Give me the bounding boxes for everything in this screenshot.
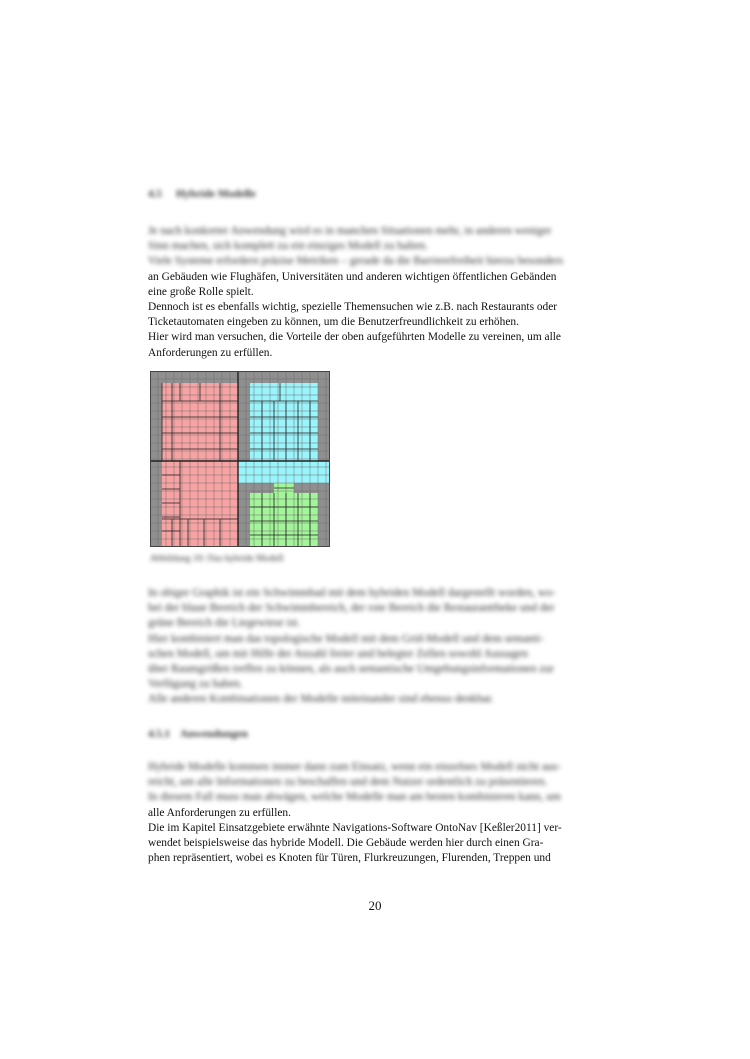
red-zone [162, 383, 238, 547]
text-line: wendet beispielsweise das hybride Modell. Die Gebäude werden hier durch einen Gra- [148, 837, 544, 850]
subsection-title: Anwendungen [180, 728, 248, 740]
text-line: Hier wird man versuchen, die Vorteile der oben aufgeführten Modelle zu vereinen, um alle [148, 331, 561, 344]
text-line: Alle anderen Kombinationen der Modelle miteinander sind ebenso denkbar. [148, 693, 494, 706]
text-line: über Raumgrößen treffen zu können, als auch semantische Umgebungsinformationen zur [148, 663, 554, 676]
text-line: phen repräsentiert, wobei es Knoten für Türen, Flurkreuzungen, Flurenden, Treppen und [148, 852, 551, 865]
text-line: Je nach konkreter Anwendung wird es in manchen Situationen mehr, in anderen weniger [148, 225, 552, 237]
text-line: Die im Kapitel Einsatzgebiete erwähnte Navigations-Software OntoNav [Keßler2011] ver- [148, 821, 562, 834]
text-line: schen Modell, um mit Hilfe der Anzahl freier und belegter Zellen sowohl Aussagen [148, 647, 528, 660]
after-figure-paragraph [148, 586, 600, 708]
applications-paragraph [148, 760, 600, 866]
text-line: Hybride Modelle kommen immer dann zum Einsatz, wenn ein einzelnes Modell nicht aus- [148, 761, 561, 773]
applications-blurred-text [148, 760, 600, 806]
text-line: Anforderungen zu erfüllen. [148, 346, 273, 359]
section-title: Hybride Modelle [176, 188, 256, 200]
text-line: reicht, um alle Informationen zu beschaffen und dem Nutzer ordentlich zu präsentieren. [148, 776, 548, 789]
intro-paragraph [148, 224, 600, 361]
text-line: In diesem Fall muss man abwägen, welche Modelle man am besten kombinieren kann, um [148, 791, 561, 804]
text-line: grüne Bereich die Liegewiese ist. [148, 617, 301, 630]
subsection-number: 4.5.1 [148, 728, 170, 740]
text-line: Hier kombiniert man das topologische Modell mit dem Grid-Modell und dem semanti- [148, 632, 544, 645]
text-line: Viele Systeme erfordern präzise Metriken – gerade da die Barrierefreiheit hierzu besonders [148, 255, 564, 268]
text-line: Sinn machen, sich komplett zu ein einziges Modell zu halten. [148, 240, 428, 253]
section-number: 4.5 [148, 188, 162, 200]
subsection-heading [148, 728, 248, 740]
figure-caption: Abbildung 10: Das hybride Modell [150, 554, 284, 564]
text-line: alle Anforderungen zu erfüllen. [148, 806, 291, 819]
text-line: an Gebäuden wie Flughäfen, Universitäten und anderen wichtigen öffentlichen Gebänden [148, 270, 557, 283]
intro-blurred-text [148, 224, 600, 270]
text-line: Verfügung zu haben. [148, 678, 243, 691]
cyan-zone-corridor [238, 461, 330, 483]
text-line: Ticketautomaten eingeben zu können, um die Benutzerfreundlichkeit zu erhöhen. [148, 316, 519, 329]
page-number: 20 [368, 898, 382, 913]
text-line: Dennoch ist es ebenfalls wichtig, spezielle Themensuchen wie z.B. nach Restaurants oder [148, 301, 558, 314]
hybrid-model-figure [150, 371, 330, 547]
hybrid-model-diagram [150, 371, 330, 547]
text-line: In obiger Graphik ist ein Schwimmbad mit dem hybriden Modell dargestellt worden, wo- [148, 587, 556, 599]
text-line: eine große Rolle spielt. [148, 285, 254, 298]
text-line: bei der blaue Bereich der Schwimmbereich, der rote Bereich die Restauranttheke und der [148, 602, 555, 615]
section-heading [148, 188, 256, 200]
